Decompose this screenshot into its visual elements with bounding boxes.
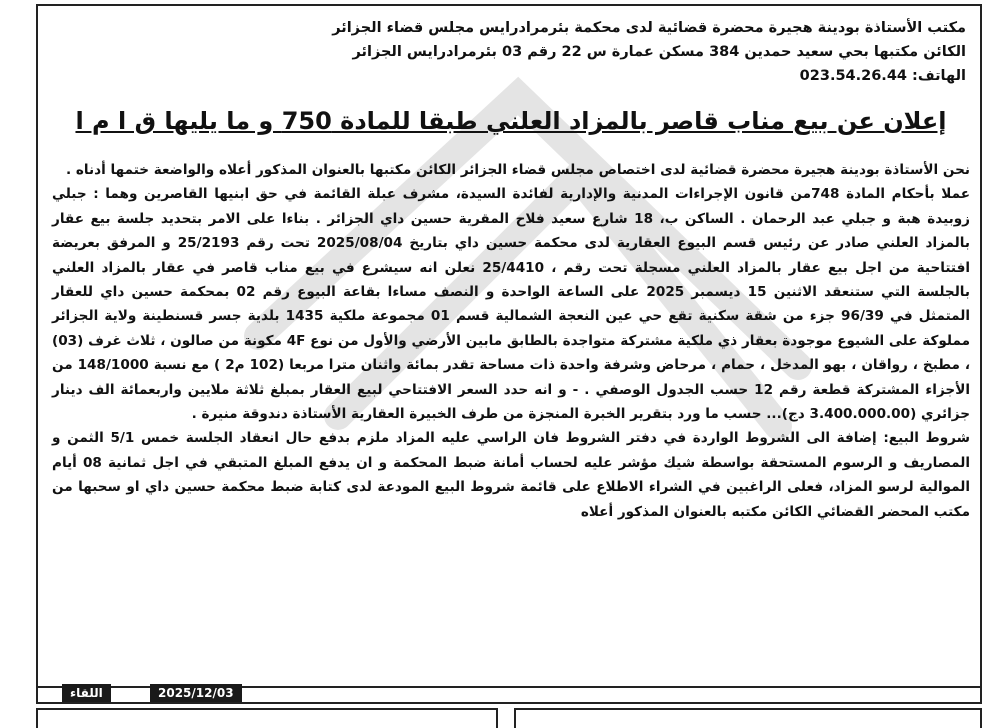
office-address-line: الكائن مكتبها بحي سعيد حمدين 384 مسكن عمارة س 22 رقم 03 بئرمرادرايس الجزائر: [352, 44, 966, 60]
next-announcement-left: [36, 708, 498, 728]
publication-date-badge: 2025/12/03: [150, 684, 242, 702]
announcement-frame: [36, 4, 982, 704]
office-phone-line: الهاتف: 023.54.26.44: [799, 68, 966, 84]
newspaper-name-badge: اللقاء: [62, 684, 111, 702]
next-announcement-right: [514, 708, 982, 728]
intro-paragraph: نحن الأستاذة بودينة هجيرة محضرة قضائية لدى اختصاص مجلس قضاء الجزائر الكائن مكتبها بالعنوان المذكور أعلاه والواضعة ختمها أدناه .: [66, 162, 970, 178]
office-name-line: مكتب الأستاذة بودينة هجيرة محضرة قضائية لدى محكمة بئرمرادرايس مجلس قضاء الجزائر: [332, 20, 966, 36]
sale-details-paragraph: عملا بأحكام المادة 748من قانون الإجراءات المدنية والإدارية لفائدة السيدة، مشرف عبلة القائمة في حق ابنيها القاصرين وهما : جبلي زوبيدة هبة و جبلي عبد الرحمان . الساكن ب، 18 شارع سعيد فلاح المقرية حسين داي الجزائر . بناءا على الامر بتحديد جلسة بيع عقار بالمزاد العلني صادر عن رئيس قسم البيوع العقارية لدى محكمة حسين داي بتاريخ 2025/08/04 تحت رقم 25/2193 و المرفق بعريضة افتتاحية من اجل بيع عقار بالمزاد العلني مسجلة تحت رقم ، 25/4410 نعلن انه سيشرع في بيع مناب قاصر في عقار بالمزاد العلني بالجلسة التي ستنعقد الاثنين 15 ديسمبر 2025 على الساعة الواحدة و النصف مساءا بقاعة البيوع رقم 02 بمحكمة حسين داي للعقار المتمثل في 96/39 جزء من شقة سكنية تقع حي عين النعجة الشمالية قسم 01 مجموعة ملكية 1435 بلدية جسر قسنطينة ولاية الجزائر مملوكة على الشيوع موجودة بعقار ذي ملكية مشتركة متواجدة بالطابق مابين الأرضي والأول من نوع 4F مكونة من صالون ، ثلاث غرف (03) ، مطبخ ، رواقان ، بهو المدخل ، حمام ، مرحاض وشرفة واحدة ذات مساحة تقدر بمائة واثنان مترا مربعا (102 م2 ) مع نسبة 148/1000 من الأجزاء المشتركة قطعة رقم 12 حسب الجدول الوصفي . - و انه حدد السعر الافتتاحي لبيع العقار بمبلغ ثلاثة ملايين واربعمائة الف دينار جزائري (3.400.000.00 دج)... حسب ما ورد بتقرير الخبرة المنجزة من طرف الخبيرة العقارية الأستاذة دندوقة منيرة .: [52, 186, 971, 423]
office-header: [66, 16, 966, 88]
sale-conditions-paragraph: شروط البيع: إضافة الى الشروط الواردة في دفتر الشروط فان الراسي عليه المزاد ملزم بدفع حال انعقاد الجلسة خمس 5/1 الثمن و المصاريف و الرسوم المستحقة بواسطة شيك مؤشر عليه لحساب أمانة ضبط المحكمة و ان يدفع المبلغ المتبقي في اجل ثمانية 08 أيام الموالية لرسو المزاد، فعلى الراغبين في الشراء الاطلاع على قائمة شروط البيع المودعة لدى كتابة ضبط محكمة حسين داي او سحبها من مكتب المحضر القضائي الكائن مكتبه بالعنوان المذكور أعلاه: [52, 430, 970, 520]
announcement-body: [52, 158, 970, 524]
announcement-title: إعلان عن بيع مناب قاصر بالمزاد العلني طبقا للمادة 750 و ما يليها ق ا م ا: [75, 107, 947, 135]
